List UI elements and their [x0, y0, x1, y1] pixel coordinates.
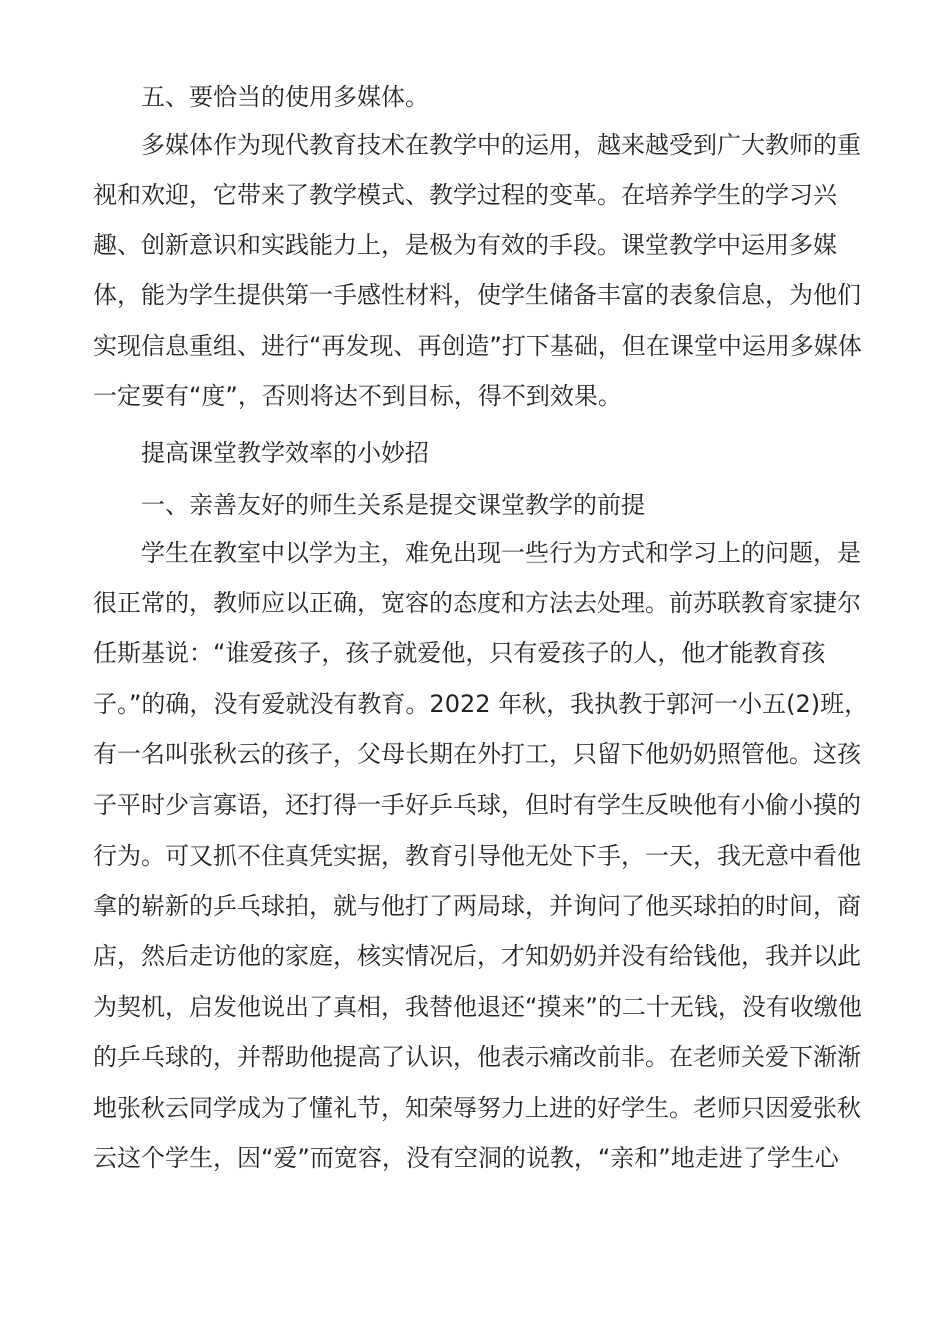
paragraph-line: 的乒乓球的，并帮助他提高了认识，他表示痛改前非。在老师关爱下渐渐	[93, 1043, 861, 1071]
paragraph-line: 子。”的确，没有爱就没有教育。2022 年秋，我执教于郭河一小五(2)班，	[93, 690, 869, 718]
paragraph-line: 学生在教室中以学为主，难免出现一些行为方式和学习上的问题，是	[141, 539, 861, 567]
paragraph-line: 任斯基说：“谁爱孩子，孩子就爱他，只有爱孩子的人，他才能教育孩	[93, 639, 826, 667]
paragraph-line: 地张秋云同学成为了懂礼节，知荣辱努力上进的好学生。老师只因爱张秋	[93, 1094, 861, 1122]
paragraph-line: 子平时少言寡语，还打得一手好乒乓球，但时有学生反映他有小偷小摸的	[93, 791, 861, 819]
paragraph-line: 实现信息重组、进行“再发现、再创造”打下基础，但在课堂中运用多媒体	[93, 332, 862, 360]
article-title: 提高课堂教学效率的小妙招	[141, 439, 429, 467]
paragraph-line: 趣、创新意识和实践能力上，是极为有效的手段。课堂教学中运用多媒	[93, 231, 837, 259]
paragraph-line: 多媒体作为现代教育技术在教学中的运用，越来越受到广大教师的重	[141, 131, 861, 159]
paragraph-line: 行为。可又抓不住真凭实据，教育引导他无处下手，一天，我无意中看他	[93, 842, 861, 870]
paragraph-line: 拿的崭新的乒乓球拍，就与他打了两局球，并询问了他买球拍的时间，商	[93, 892, 861, 920]
paragraph-line: 视和欢迎，它带来了教学模式、教学过程的变革。在培养学生的学习兴	[93, 181, 837, 209]
paragraph-line: 店，然后走访他的家庭，核实情况后，才知奶奶并没有给钱他，我并以此	[93, 942, 861, 970]
paragraph-line: 为契机，启发他说出了真相，我替他退还“摸来”的二十无钱，没有收缴他	[93, 993, 862, 1021]
section-heading-relationship: 一、亲善友好的师生关系是提交课堂教学的前提	[141, 491, 645, 519]
paragraph-line: 云这个学生，因“爱”而宽容，没有空洞的说教，“亲和”地走进了学生心	[93, 1144, 839, 1172]
section-heading-multimedia: 五、要恰当的使用多媒体。	[141, 83, 429, 111]
paragraph-line: 体，能为学生提供第一手感性材料，使学生储备丰富的表象信息，为他们	[93, 281, 861, 309]
paragraph-line: 一定要有“度”，否则将达不到目标，得不到效果。	[93, 382, 622, 410]
paragraph-line: 很正常的，教师应以正确，宽容的态度和方法去处理。前苏联教育家捷尔	[93, 589, 861, 617]
paragraph-line: 有一名叫张秋云的孩子，父母长期在外打工，只留下他奶奶照管他。这孩	[93, 740, 861, 768]
